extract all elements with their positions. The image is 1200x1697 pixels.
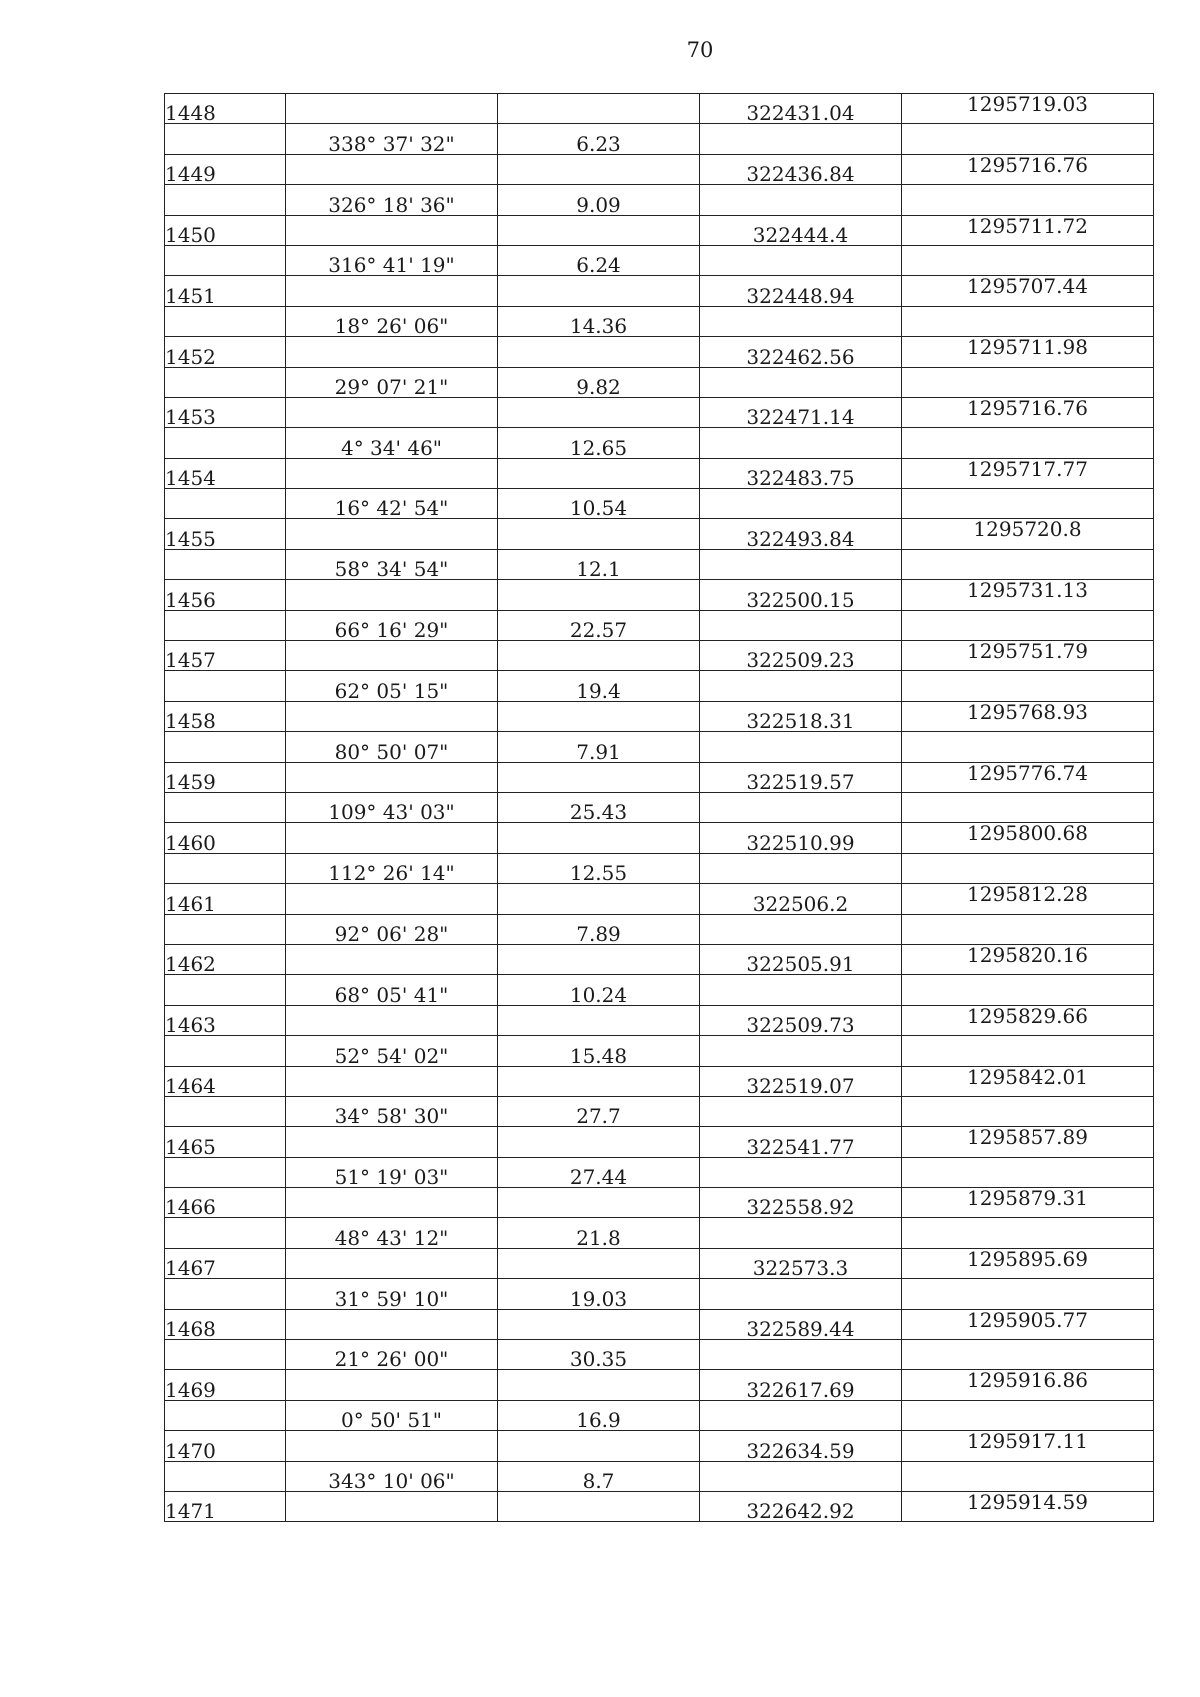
distance-cell: [498, 154, 700, 184]
point-id-cell: 1464: [165, 1066, 286, 1096]
distance-cell: [498, 1248, 700, 1278]
distance-cell: [498, 701, 700, 731]
distance-cell: 10.24: [498, 975, 700, 1005]
y-coordinate-cell: 1295800.68: [902, 823, 1154, 853]
y-coordinate-cell: [902, 853, 1154, 883]
y-coordinate-cell: 1295768.93: [902, 701, 1154, 731]
bearing-angle-cell: 31° 59' 10": [286, 1279, 498, 1309]
point-id-cell: [165, 1096, 286, 1126]
segment-row: [165, 1340, 1154, 1370]
x-coordinate-cell: [700, 1461, 902, 1491]
segment-row: [165, 1036, 1154, 1066]
point-row: [165, 823, 1154, 853]
point-id-cell: 1462: [165, 944, 286, 974]
bearing-angle-cell: [286, 1066, 498, 1096]
point-id-cell: [165, 1340, 286, 1370]
x-coordinate-cell: [700, 185, 902, 215]
bearing-angle-cell: [286, 701, 498, 731]
x-coordinate-cell: 322462.56: [700, 337, 902, 367]
distance-cell: [498, 1066, 700, 1096]
bearing-angle-cell: 109° 43' 03": [286, 792, 498, 822]
point-row: [165, 762, 1154, 792]
bearing-angle-cell: [286, 823, 498, 853]
x-coordinate-cell: 322471.14: [700, 397, 902, 427]
distance-cell: [498, 215, 700, 245]
y-coordinate-cell: [902, 792, 1154, 822]
bearing-angle-cell: 92° 06' 28": [286, 914, 498, 944]
x-coordinate-cell: [700, 1340, 902, 1370]
segment-row: [165, 975, 1154, 1005]
segment-row: [165, 914, 1154, 944]
segment-row: [165, 1400, 1154, 1430]
x-coordinate-cell: [700, 1218, 902, 1248]
y-coordinate-cell: 1295711.72: [902, 215, 1154, 245]
y-coordinate-cell: 1295716.76: [902, 154, 1154, 184]
x-coordinate-cell: 322500.15: [700, 580, 902, 610]
bearing-angle-cell: [286, 1370, 498, 1400]
point-row: [165, 1127, 1154, 1157]
point-row: [165, 519, 1154, 549]
x-coordinate-cell: 322519.57: [700, 762, 902, 792]
distance-cell: 25.43: [498, 792, 700, 822]
distance-cell: [498, 1491, 700, 1521]
point-id-cell: [165, 549, 286, 579]
distance-cell: 22.57: [498, 610, 700, 640]
x-coordinate-cell: [700, 853, 902, 883]
x-coordinate-cell: 322617.69: [700, 1370, 902, 1400]
segment-row: [165, 1461, 1154, 1491]
y-coordinate-cell: [902, 1400, 1154, 1430]
distance-cell: 8.7: [498, 1461, 700, 1491]
x-coordinate-cell: 322431.04: [700, 94, 902, 124]
distance-cell: 12.55: [498, 853, 700, 883]
distance-cell: [498, 276, 700, 306]
y-coordinate-cell: 1295829.66: [902, 1005, 1154, 1035]
x-coordinate-cell: [700, 792, 902, 822]
bearing-angle-cell: [286, 1431, 498, 1461]
point-id-cell: 1460: [165, 823, 286, 853]
distance-cell: 9.09: [498, 185, 700, 215]
bearing-angle-cell: 343° 10' 06": [286, 1461, 498, 1491]
point-id-cell: 1453: [165, 397, 286, 427]
bearing-angle-cell: 51° 19' 03": [286, 1157, 498, 1187]
point-id-cell: 1469: [165, 1370, 286, 1400]
y-coordinate-cell: [902, 367, 1154, 397]
y-coordinate-cell: 1295716.76: [902, 397, 1154, 427]
bearing-angle-cell: 34° 58' 30": [286, 1096, 498, 1126]
point-row: [165, 1188, 1154, 1218]
y-coordinate-cell: [902, 306, 1154, 336]
bearing-angle-cell: 66° 16' 29": [286, 610, 498, 640]
distance-cell: [498, 458, 700, 488]
y-coordinate-cell: 1295895.69: [902, 1248, 1154, 1278]
distance-cell: 12.1: [498, 549, 700, 579]
distance-cell: 6.23: [498, 124, 700, 154]
x-coordinate-cell: 322505.91: [700, 944, 902, 974]
bearing-angle-cell: 21° 26' 00": [286, 1340, 498, 1370]
point-row: [165, 1005, 1154, 1035]
distance-cell: 14.36: [498, 306, 700, 336]
y-coordinate-cell: [902, 1340, 1154, 1370]
x-coordinate-cell: [700, 549, 902, 579]
y-coordinate-cell: [902, 1461, 1154, 1491]
point-row: [165, 944, 1154, 974]
y-coordinate-cell: 1295711.98: [902, 337, 1154, 367]
point-row: [165, 1431, 1154, 1461]
distance-cell: 6.24: [498, 245, 700, 275]
y-coordinate-cell: 1295857.89: [902, 1127, 1154, 1157]
point-id-cell: 1470: [165, 1431, 286, 1461]
y-coordinate-cell: [902, 245, 1154, 275]
y-coordinate-cell: 1295731.13: [902, 580, 1154, 610]
distance-cell: [498, 337, 700, 367]
distance-cell: [498, 519, 700, 549]
bearing-angle-cell: [286, 276, 498, 306]
bearing-angle-cell: [286, 884, 498, 914]
distance-cell: [498, 641, 700, 671]
distance-cell: 7.89: [498, 914, 700, 944]
distance-cell: [498, 823, 700, 853]
bearing-angle-cell: [286, 1005, 498, 1035]
bearing-angle-cell: [286, 1127, 498, 1157]
y-coordinate-cell: [902, 1218, 1154, 1248]
segment-row: [165, 853, 1154, 883]
y-coordinate-cell: [902, 124, 1154, 154]
point-row: [165, 154, 1154, 184]
distance-cell: 10.54: [498, 489, 700, 519]
segment-row: [165, 732, 1154, 762]
x-coordinate-cell: 322483.75: [700, 458, 902, 488]
point-id-cell: 1450: [165, 215, 286, 245]
distance-cell: [498, 1188, 700, 1218]
point-row: [165, 1491, 1154, 1521]
x-coordinate-cell: 322519.07: [700, 1066, 902, 1096]
segment-row: [165, 185, 1154, 215]
bearing-angle-cell: 58° 34' 54": [286, 549, 498, 579]
y-coordinate-cell: [902, 975, 1154, 1005]
point-id-cell: [165, 914, 286, 944]
bearing-angle-cell: 112° 26' 14": [286, 853, 498, 883]
x-coordinate-cell: [700, 610, 902, 640]
point-id-cell: 1461: [165, 884, 286, 914]
point-row: [165, 580, 1154, 610]
x-coordinate-cell: 322541.77: [700, 1127, 902, 1157]
distance-cell: [498, 884, 700, 914]
x-coordinate-cell: 322509.73: [700, 1005, 902, 1035]
distance-cell: [498, 762, 700, 792]
x-coordinate-cell: [700, 1157, 902, 1187]
x-coordinate-cell: 322448.94: [700, 276, 902, 306]
distance-cell: [498, 1370, 700, 1400]
coordinate-table: [164, 93, 1154, 1522]
distance-cell: 30.35: [498, 1340, 700, 1370]
point-row: [165, 1309, 1154, 1339]
x-coordinate-cell: [700, 245, 902, 275]
bearing-angle-cell: 16° 42' 54": [286, 489, 498, 519]
x-coordinate-cell: 322589.44: [700, 1309, 902, 1339]
x-coordinate-cell: [700, 1279, 902, 1309]
point-id-cell: [165, 1218, 286, 1248]
point-id-cell: [165, 367, 286, 397]
distance-cell: 15.48: [498, 1036, 700, 1066]
x-coordinate-cell: 322634.59: [700, 1431, 902, 1461]
bearing-angle-cell: 48° 43' 12": [286, 1218, 498, 1248]
bearing-angle-cell: 29° 07' 21": [286, 367, 498, 397]
x-coordinate-cell: [700, 367, 902, 397]
x-coordinate-cell: 322444.4: [700, 215, 902, 245]
point-id-cell: 1457: [165, 641, 286, 671]
point-id-cell: [165, 732, 286, 762]
distance-cell: 16.9: [498, 1400, 700, 1430]
y-coordinate-cell: [902, 914, 1154, 944]
point-id-cell: 1458: [165, 701, 286, 731]
point-id-cell: [165, 1400, 286, 1430]
point-id-cell: 1452: [165, 337, 286, 367]
page-number: 70: [686, 38, 714, 62]
point-id-cell: 1459: [165, 762, 286, 792]
y-coordinate-cell: 1295820.16: [902, 944, 1154, 974]
point-id-cell: [165, 1279, 286, 1309]
distance-cell: 21.8: [498, 1218, 700, 1248]
bearing-angle-cell: [286, 1188, 498, 1218]
segment-row: [165, 245, 1154, 275]
bearing-angle-cell: 4° 34' 46": [286, 428, 498, 458]
x-coordinate-cell: 322558.92: [700, 1188, 902, 1218]
distance-cell: [498, 944, 700, 974]
point-id-cell: [165, 124, 286, 154]
segment-row: [165, 1218, 1154, 1248]
distance-cell: [498, 1431, 700, 1461]
point-id-cell: [165, 975, 286, 1005]
point-id-cell: 1468: [165, 1309, 286, 1339]
point-row: [165, 94, 1154, 124]
x-coordinate-cell: [700, 428, 902, 458]
x-coordinate-cell: [700, 1096, 902, 1126]
point-id-cell: 1467: [165, 1248, 286, 1278]
y-coordinate-cell: [902, 549, 1154, 579]
point-row: [165, 1248, 1154, 1278]
y-coordinate-cell: 1295879.31: [902, 1188, 1154, 1218]
point-id-cell: 1454: [165, 458, 286, 488]
point-id-cell: [165, 853, 286, 883]
distance-cell: 27.44: [498, 1157, 700, 1187]
y-coordinate-cell: 1295812.28: [902, 884, 1154, 914]
segment-row: [165, 792, 1154, 822]
point-id-cell: [165, 671, 286, 701]
y-coordinate-cell: [902, 732, 1154, 762]
point-id-cell: [165, 792, 286, 822]
bearing-angle-cell: [286, 519, 498, 549]
bearing-angle-cell: 18° 26' 06": [286, 306, 498, 336]
y-coordinate-cell: [902, 489, 1154, 519]
bearing-angle-cell: 68° 05' 41": [286, 975, 498, 1005]
point-row: [165, 215, 1154, 245]
distance-cell: [498, 580, 700, 610]
y-coordinate-cell: [902, 1157, 1154, 1187]
bearing-angle-cell: [286, 1248, 498, 1278]
x-coordinate-cell: [700, 306, 902, 336]
bearing-angle-cell: 80° 50' 07": [286, 732, 498, 762]
point-id-cell: 1449: [165, 154, 286, 184]
bearing-angle-cell: [286, 580, 498, 610]
y-coordinate-cell: 1295717.77: [902, 458, 1154, 488]
bearing-angle-cell: [286, 944, 498, 974]
y-coordinate-cell: [902, 1096, 1154, 1126]
y-coordinate-cell: 1295917.11: [902, 1431, 1154, 1461]
point-id-cell: [165, 610, 286, 640]
x-coordinate-cell: [700, 1036, 902, 1066]
distance-cell: 9.82: [498, 367, 700, 397]
x-coordinate-cell: 322642.92: [700, 1491, 902, 1521]
point-row: [165, 1066, 1154, 1096]
point-row: [165, 458, 1154, 488]
point-id-cell: [165, 245, 286, 275]
bearing-angle-cell: [286, 94, 498, 124]
bearing-angle-cell: [286, 458, 498, 488]
bearing-angle-cell: 0° 50' 51": [286, 1400, 498, 1430]
x-coordinate-cell: [700, 732, 902, 762]
y-coordinate-cell: [902, 610, 1154, 640]
x-coordinate-cell: 322436.84: [700, 154, 902, 184]
x-coordinate-cell: 322506.2: [700, 884, 902, 914]
x-coordinate-cell: [700, 914, 902, 944]
distance-cell: 27.7: [498, 1096, 700, 1126]
y-coordinate-cell: 1295842.01: [902, 1066, 1154, 1096]
distance-cell: [498, 397, 700, 427]
segment-row: [165, 124, 1154, 154]
x-coordinate-cell: 322509.23: [700, 641, 902, 671]
segment-row: [165, 367, 1154, 397]
point-id-cell: 1465: [165, 1127, 286, 1157]
segment-row: [165, 1279, 1154, 1309]
point-id-cell: [165, 185, 286, 215]
y-coordinate-cell: [902, 1036, 1154, 1066]
point-id-cell: [165, 1461, 286, 1491]
point-id-cell: [165, 1157, 286, 1187]
segment-row: [165, 1096, 1154, 1126]
segment-row: [165, 489, 1154, 519]
point-id-cell: 1471: [165, 1491, 286, 1521]
bearing-angle-cell: 62° 05' 15": [286, 671, 498, 701]
segment-row: [165, 671, 1154, 701]
point-row: [165, 641, 1154, 671]
bearing-angle-cell: 316° 41' 19": [286, 245, 498, 275]
segment-row: [165, 610, 1154, 640]
y-coordinate-cell: 1295707.44: [902, 276, 1154, 306]
bearing-angle-cell: [286, 762, 498, 792]
distance-cell: 19.4: [498, 671, 700, 701]
distance-cell: 12.65: [498, 428, 700, 458]
point-id-cell: 1463: [165, 1005, 286, 1035]
x-coordinate-cell: [700, 124, 902, 154]
y-coordinate-cell: [902, 1279, 1154, 1309]
x-coordinate-cell: [700, 975, 902, 1005]
y-coordinate-cell: [902, 671, 1154, 701]
point-id-cell: 1455: [165, 519, 286, 549]
point-row: [165, 1370, 1154, 1400]
x-coordinate-cell: 322493.84: [700, 519, 902, 549]
x-coordinate-cell: [700, 489, 902, 519]
point-id-cell: 1456: [165, 580, 286, 610]
y-coordinate-cell: 1295720.8: [902, 519, 1154, 549]
coordinate-table-body: [165, 94, 1154, 1522]
segment-row: [165, 1157, 1154, 1187]
y-coordinate-cell: 1295905.77: [902, 1309, 1154, 1339]
distance-cell: [498, 94, 700, 124]
y-coordinate-cell: 1295719.03: [902, 94, 1154, 124]
bearing-angle-cell: [286, 1491, 498, 1521]
bearing-angle-cell: [286, 641, 498, 671]
bearing-angle-cell: [286, 215, 498, 245]
distance-cell: 19.03: [498, 1279, 700, 1309]
point-id-cell: [165, 1036, 286, 1066]
y-coordinate-cell: [902, 185, 1154, 215]
x-coordinate-cell: 322510.99: [700, 823, 902, 853]
bearing-angle-cell: 326° 18' 36": [286, 185, 498, 215]
point-id-cell: 1466: [165, 1188, 286, 1218]
bearing-angle-cell: [286, 397, 498, 427]
distance-cell: [498, 1005, 700, 1035]
segment-row: [165, 428, 1154, 458]
distance-cell: [498, 1309, 700, 1339]
y-coordinate-cell: 1295914.59: [902, 1491, 1154, 1521]
point-row: [165, 276, 1154, 306]
segment-row: [165, 306, 1154, 336]
point-row: [165, 884, 1154, 914]
x-coordinate-cell: [700, 1400, 902, 1430]
distance-cell: [498, 1127, 700, 1157]
point-id-cell: [165, 428, 286, 458]
bearing-angle-cell: 338° 37' 32": [286, 124, 498, 154]
y-coordinate-cell: 1295751.79: [902, 641, 1154, 671]
x-coordinate-cell: 322518.31: [700, 701, 902, 731]
y-coordinate-cell: 1295776.74: [902, 762, 1154, 792]
bearing-angle-cell: [286, 154, 498, 184]
point-id-cell: 1448: [165, 94, 286, 124]
x-coordinate-cell: [700, 671, 902, 701]
bearing-angle-cell: [286, 337, 498, 367]
point-row: [165, 397, 1154, 427]
bearing-angle-cell: [286, 1309, 498, 1339]
x-coordinate-cell: 322573.3: [700, 1248, 902, 1278]
y-coordinate-cell: 1295916.86: [902, 1370, 1154, 1400]
point-row: [165, 701, 1154, 731]
bearing-angle-cell: 52° 54' 02": [286, 1036, 498, 1066]
point-row: [165, 337, 1154, 367]
point-id-cell: 1451: [165, 276, 286, 306]
segment-row: [165, 549, 1154, 579]
distance-cell: 7.91: [498, 732, 700, 762]
y-coordinate-cell: [902, 428, 1154, 458]
point-id-cell: [165, 489, 286, 519]
point-id-cell: [165, 306, 286, 336]
